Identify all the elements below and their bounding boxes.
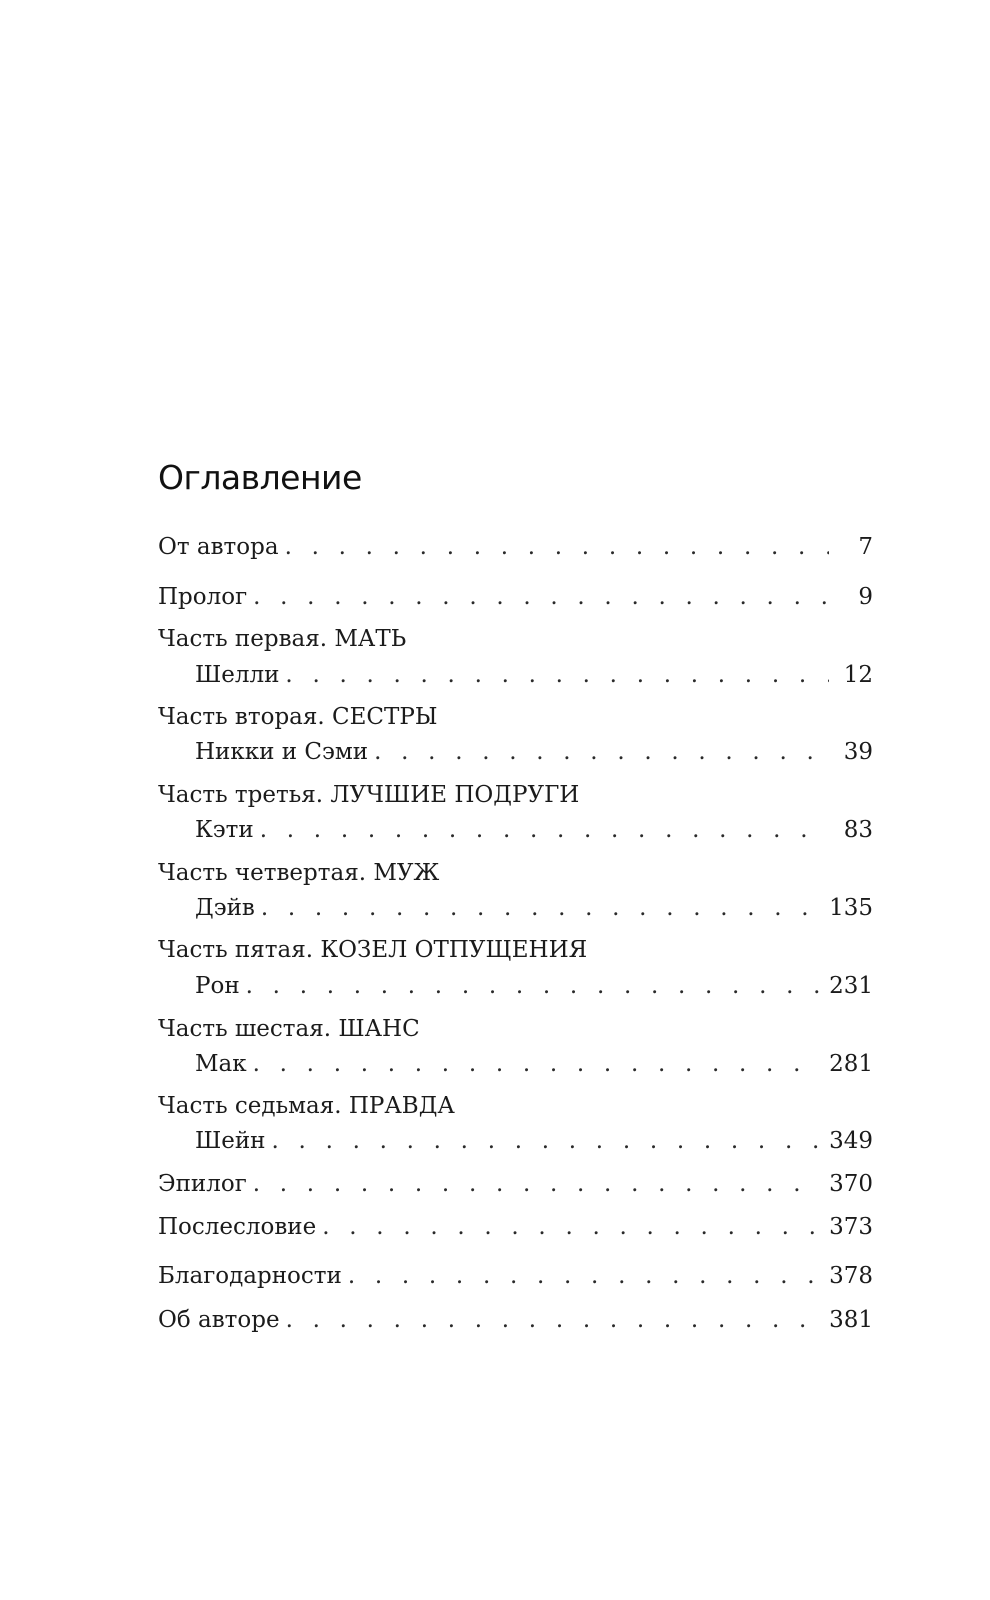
toc-page-number: 39: [843, 739, 873, 765]
toc-entry-part1-chapter: [195, 657, 873, 693]
toc-entry-title: Эпилог: [158, 1171, 247, 1197]
toc-entry-title: Об авторе: [158, 1307, 280, 1333]
toc-entry-title: Рон: [195, 973, 240, 999]
toc-page-number: 378: [829, 1263, 873, 1289]
dot-leader: [285, 529, 829, 565]
dot-leader: [246, 968, 821, 1004]
dot-leader: [272, 1123, 822, 1159]
dot-leader: [374, 734, 829, 770]
toc-entry-epilogue: [158, 1166, 873, 1202]
toc-heading: Оглавление: [158, 458, 362, 497]
toc-entry-part4-chapter: [195, 890, 873, 926]
toc-entry-about-author: [158, 1302, 873, 1338]
toc-page-number: 370: [829, 1171, 873, 1197]
toc-entry-prologue: [158, 579, 873, 615]
toc-entry-part6-chapter: [195, 1046, 873, 1082]
toc-entry-title: Мак: [195, 1051, 247, 1077]
toc-entry-part3-chapter: [195, 812, 873, 848]
toc-page-number: 281: [829, 1051, 873, 1077]
dot-leader: [285, 657, 829, 693]
toc-entry-title: От автора: [158, 534, 279, 560]
toc-entry-title: Кэти: [195, 817, 254, 843]
toc-page-number: 349: [829, 1128, 873, 1154]
dot-leader: [261, 890, 821, 926]
dot-leader: [253, 1046, 821, 1082]
toc-page-number: 231: [829, 973, 873, 999]
toc-page-number: 135: [829, 895, 873, 921]
toc-page-number: 381: [829, 1307, 873, 1333]
toc-entry-title: Никки и Сэми: [195, 739, 369, 765]
toc-part-title-1: Часть первая. МАТЬ: [158, 626, 407, 652]
dot-leader: [253, 579, 829, 615]
toc-entry-part2-chapter: [195, 734, 873, 770]
toc-entry-title: Благодарности: [158, 1263, 342, 1289]
toc-part-title-2: Часть вторая. СЕСТРЫ: [158, 704, 438, 730]
toc-part-title-4: Часть четвертая. МУЖ: [158, 860, 440, 886]
dot-leader: [348, 1258, 821, 1294]
toc-part-title-7: Часть седьмая. ПРАВДА: [158, 1093, 455, 1119]
toc-part-title-5: Часть пятая. КОЗЕЛ ОТПУЩЕНИЯ: [158, 937, 588, 963]
toc-entry-part7-chapter: [195, 1123, 873, 1159]
toc-entry-title: Послесловие: [158, 1214, 317, 1240]
dot-leader: [286, 1302, 822, 1338]
toc-entry-title: Пролог: [158, 584, 248, 610]
dot-leader: [260, 812, 829, 848]
toc-entry-from-author: [158, 529, 873, 565]
toc-page-number: 83: [843, 817, 873, 843]
toc-entry-afterword: [158, 1209, 873, 1245]
toc-page-number: 7: [858, 534, 873, 560]
toc-entry-acknowledgements: [158, 1258, 873, 1294]
dot-leader: [253, 1166, 821, 1202]
toc-entry-title: Дэйв: [195, 895, 255, 921]
toc-page-number: 9: [858, 584, 873, 610]
toc-entry-title: Шейн: [195, 1128, 266, 1154]
toc-page-number: 12: [843, 662, 873, 688]
toc-entry-title: Шелли: [195, 662, 280, 688]
toc-page-number: 373: [829, 1214, 873, 1240]
toc-part-title-3: Часть третья. ЛУЧШИЕ ПОДРУГИ: [158, 782, 580, 808]
toc-entry-part5-chapter: [195, 968, 873, 1004]
toc-part-title-6: Часть шестая. ШАНС: [158, 1016, 420, 1042]
dot-leader: [322, 1209, 821, 1245]
